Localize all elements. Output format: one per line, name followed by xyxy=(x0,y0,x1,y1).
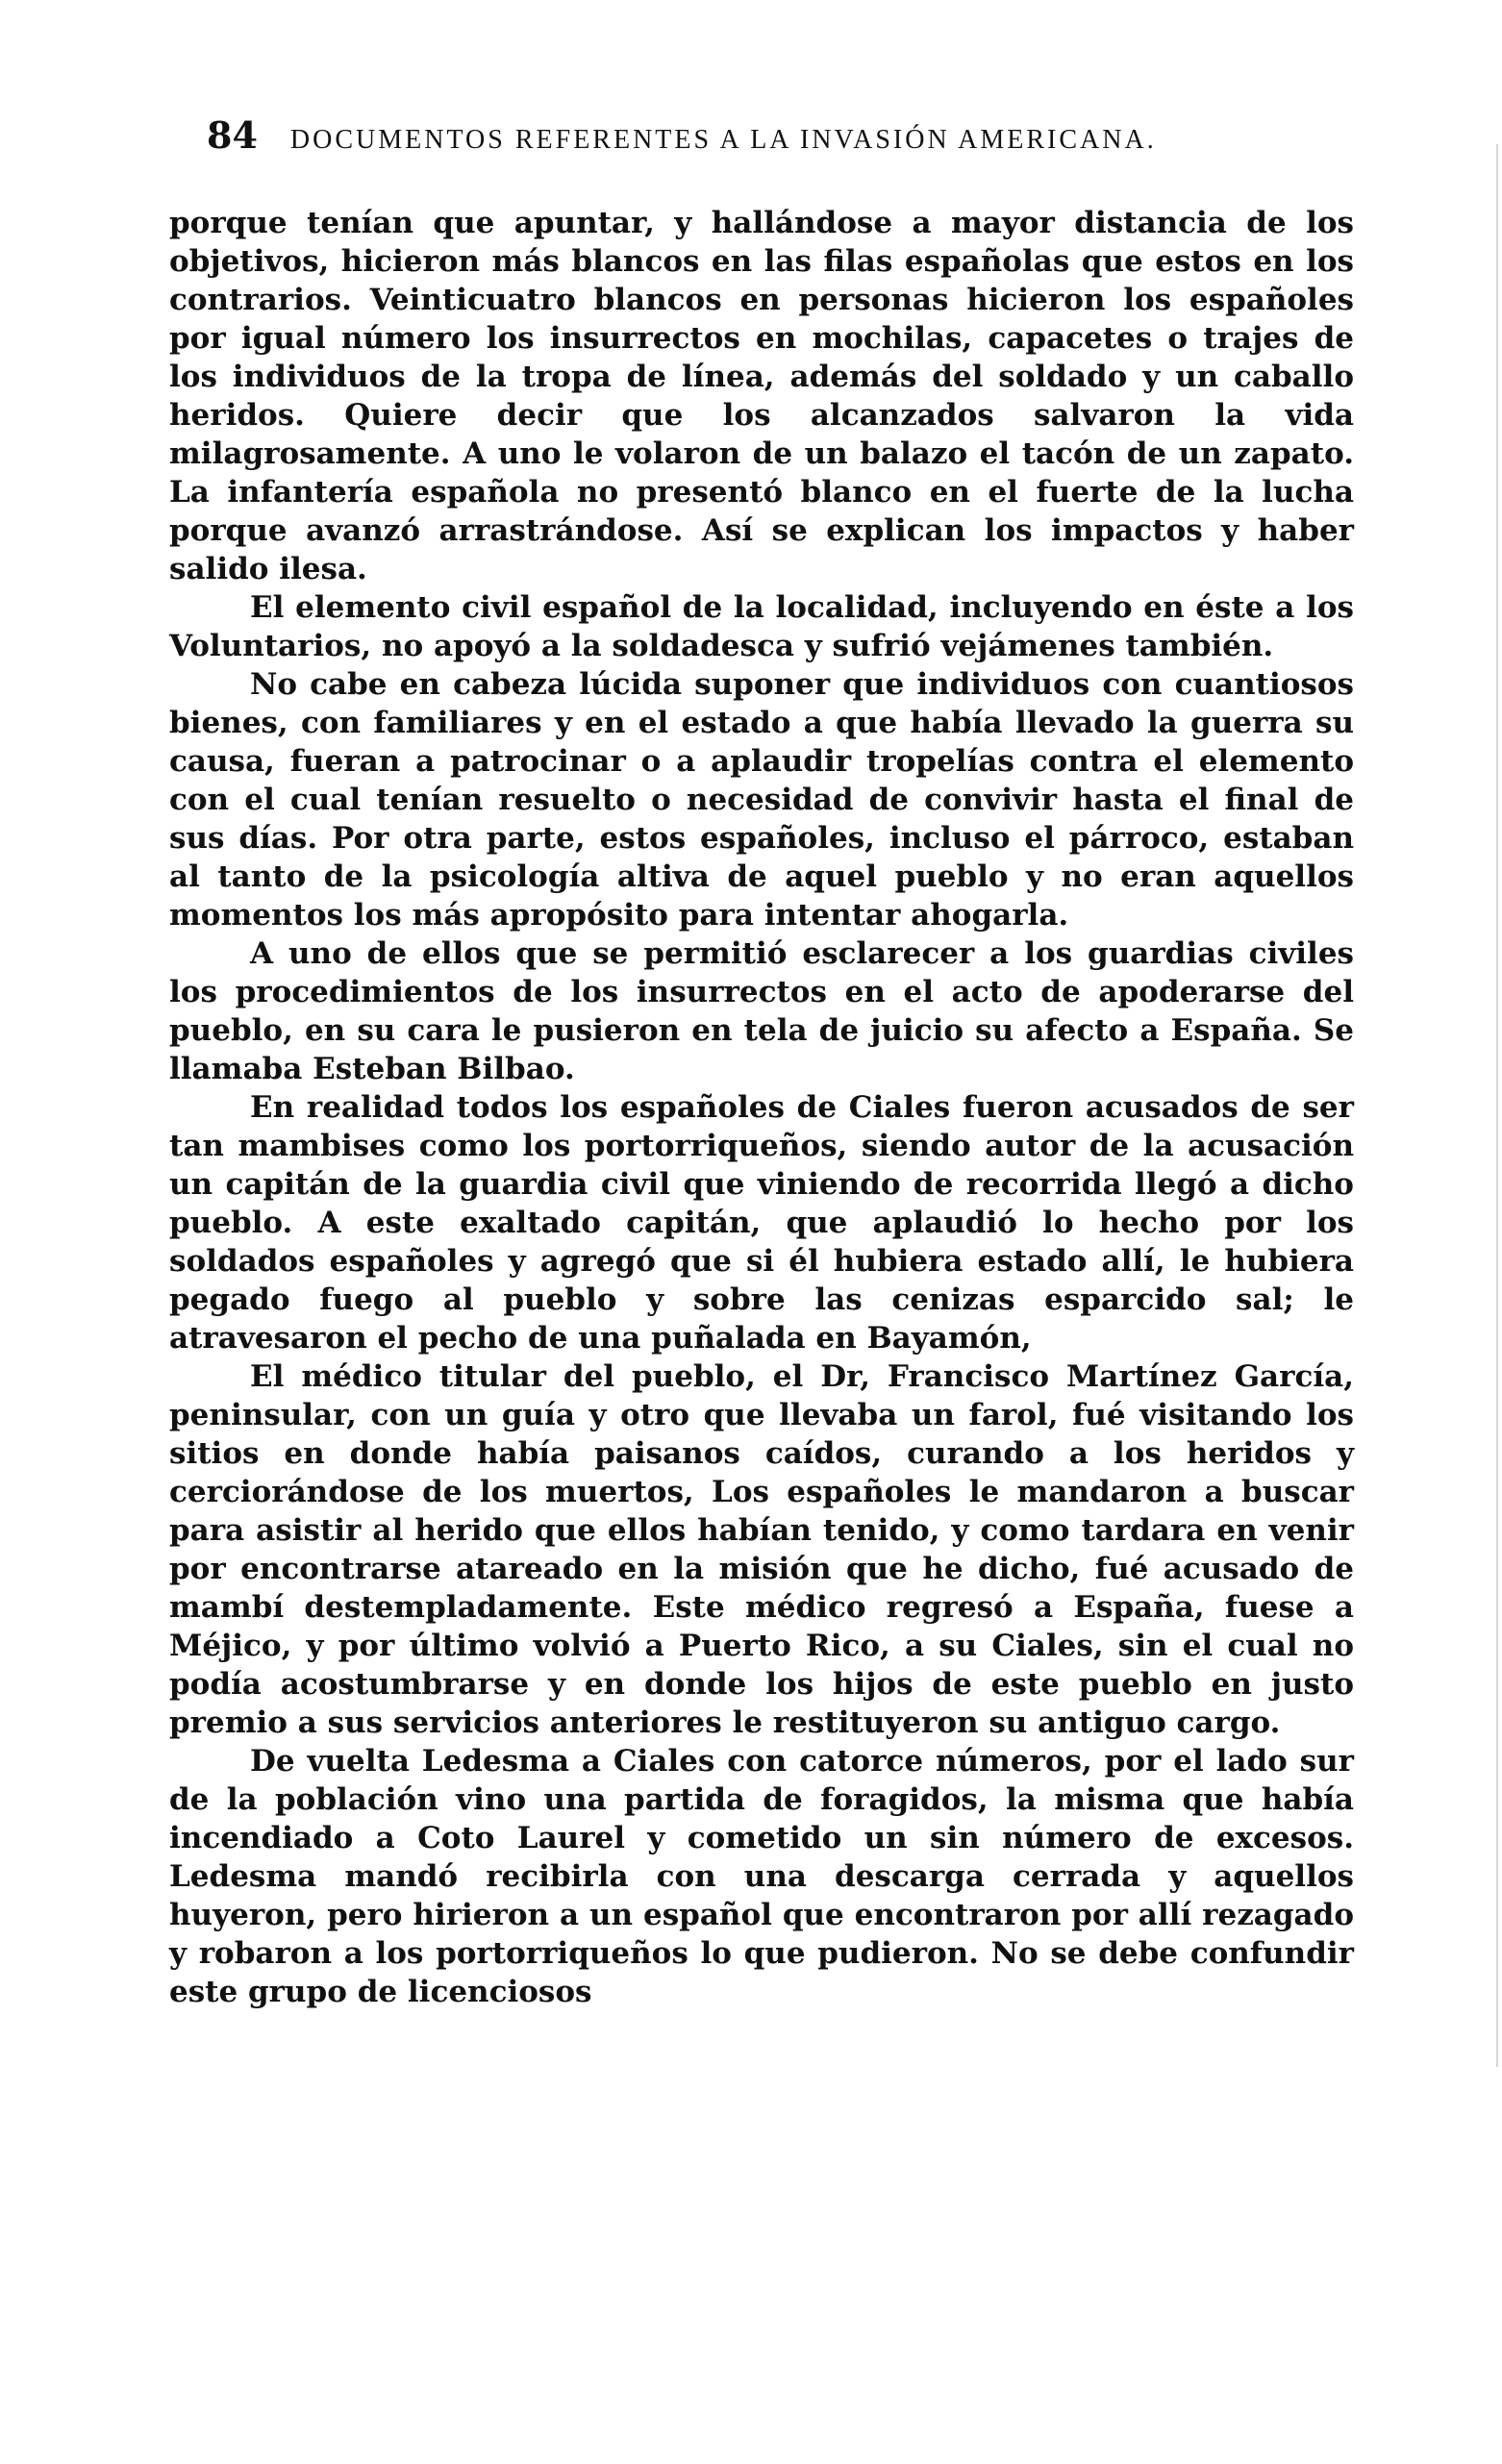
paragraph-3: No cabe en cabeza lúcida suponer que individuos con cuantiosos bienes, con familiares y en el estado a que había llevado la guerra su causa, fueran a patrocinar o a aplaudir tropelías contra el elemento con el cual tenían resuelto o necesidad de convivir hasta el final de sus días. Por otra parte, estos españoles, incluso el párroco, estaban al tanto de la psicología altiva de aquel pueblo y no eran aquellos momentos los más apropósito para intentar ahogarla. xyxy=(169,667,1354,933)
paragraph-2: El elemento civil español de la localidad, incluyendo en éste a los Voluntarios, no apoyó a la soldadesca y sufrió vejámenes también. xyxy=(169,590,1354,663)
paragraph-4: A uno de ellos que se permitió esclarecer a los guardias civiles los procedimientos de los insurrectos en el acto de apoderarse del pueblo, en su cara le pusieron en tela de juicio su afecto a España. Se llamaba Esteban Bilbao. xyxy=(169,936,1354,1086)
page-edge-line xyxy=(1496,144,1498,2067)
running-head: DOCUMENTOS REFERENTES A LA INVASIÓN AMERICANA. xyxy=(289,125,1157,155)
page-number: 84 xyxy=(207,113,258,157)
page-header xyxy=(207,113,1351,171)
paragraph-1: porque tenían que apuntar, y hallándose a mayor distancia de los objetivos, hicieron más blancos en las filas españolas que estos en los contrarios. Veinticuatro blancos en personas hicieron los españoles por igual número los insurrectos en mochilas, capacetes o trajes de los individuos de la tropa de línea, además del soldado y un caballo heridos. Quiere decir que los alcanzados salvaron la vida milagrosamente. A uno le volaron de un balazo el tacón de un zapato. La infantería española no presentó blanco en el fuerte de la lucha porque avanzó arrastrándose. Así se explican los impactos y haber salido ilesa. xyxy=(169,206,1354,586)
paragraph-5: En realidad todos los españoles de Ciales fueron acusados de ser tan mambises como los portorriqueños, siendo autor de la acusación un capitán de la guardia civil que viniendo de recorrida llegó a dicho pueblo. A este exaltado capitán, que aplaudió lo hecho por los soldados españoles y agregó que si él hubiera estado allí, le hubiera pegado fuego al pueblo y sobre las cenizas esparcido sal; le atravesaron el pecho de una puñalada en Bayamón, xyxy=(169,1090,1354,1356)
body-text xyxy=(169,204,1354,2011)
paragraph-7: De vuelta Ledesma a Ciales con catorce números, por el lado sur de la población vino una partida de foragidos, la misma que había incendiado a Coto Laurel y cometido un sin número de excesos. Ledesma mandó recibirla con una descarga cerrada y aquellos huyeron, pero hirieron a un español que encontraron por allí rezagado y robaron a los portorriqueños lo que pudieron. No se debe confundir este grupo de licenciosos xyxy=(169,1744,1354,2009)
paragraph-6: El médico titular del pueblo, el Dr, Francisco Martínez García, peninsular, con un guía y otro que llevaba un farol, fué visitando los sitios en donde había paisanos caídos, curando a los heridos y cerciorándose de los muertos, Los españoles le mandaron a buscar para asistir al herido que ellos habían tenido, y como tardara en venir por encontrarse atareado en la misión que he dicho, fué acusado de mambí destempladamente. Este médico regresó a España, fuese a Méjico, y por último volvió a Puerto Rico, a su Ciales, sin el cual no podía acostumbrarse y en donde los hijos de este pueblo en justo premio a sus servicios anteriores le restituyeron su antiguo cargo. xyxy=(169,1359,1354,1740)
